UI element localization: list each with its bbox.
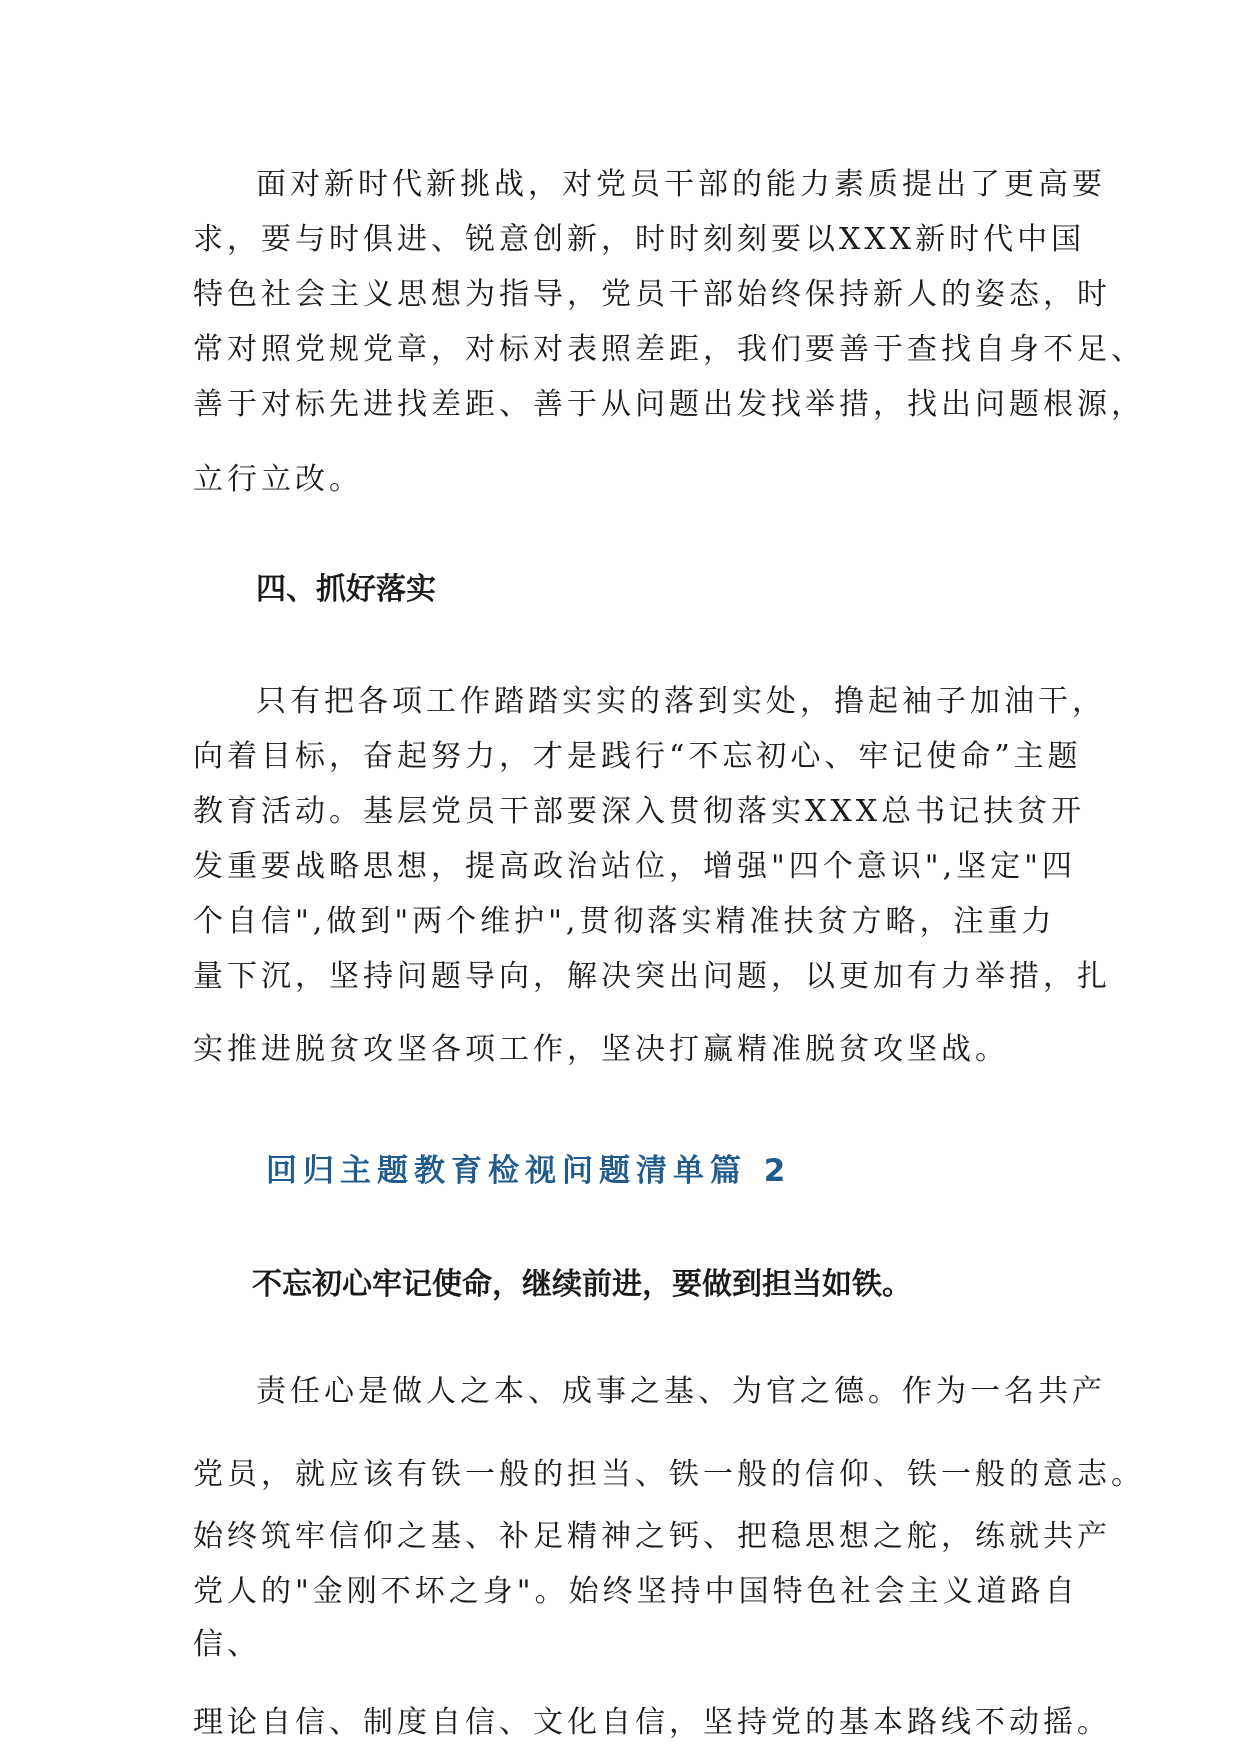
paragraph-line: 党员，就应该有铁一般的担当、铁一般的信仰、铁一般的意志。 bbox=[193, 1457, 1145, 1492]
paragraph-line: 常对照党规党章，对标对表照差距，我们要善于查找自身不足、 bbox=[193, 332, 1145, 367]
paragraph-line: 向着目标，奋起努力，才是践行“不忘初心、牢记使命”主题 bbox=[193, 739, 1082, 774]
paragraph-line: 始终筑牢信仰之基、补足精神之钙、把稳思想之舵，练就共产 bbox=[193, 1519, 1111, 1554]
section-heading: 四、抓好落实 bbox=[256, 572, 436, 607]
paragraph-line: 量下沉，坚持问题导向，解决突出问题，以更加有力举措，扎 bbox=[193, 959, 1111, 994]
paragraph-line: 求，要与时俱进、锐意创新，时时刻刻要以XXX新时代中国 bbox=[193, 222, 1086, 257]
paragraph-line: 特色社会主义思想为指导，党员干部始终保持新人的姿态，时 bbox=[193, 277, 1111, 312]
article-subheading: 不忘初心牢记使命，继续前进，要做到担当如铁。 bbox=[252, 1267, 912, 1302]
paragraph-line: 立行立改。 bbox=[193, 462, 363, 497]
paragraph-line: 实推进脱贫攻坚各项工作，坚决打赢精准脱贫攻坚战。 bbox=[193, 1032, 1009, 1067]
paragraph-line: 面对新时代新挑战，对党员干部的能力素质提出了更高要 bbox=[256, 167, 1106, 202]
paragraph-line: 发重要战略思想，提高政治站位，增强"四个意识",坚定"四 bbox=[193, 849, 1076, 884]
paragraph-line: 责任心是做人之本、成事之基、为官之德。作为一名共产 bbox=[256, 1374, 1106, 1409]
paragraph-line: 教育活动。基层党员干部要深入贯彻落实XXX总书记扶贫开 bbox=[193, 794, 1086, 829]
paragraph-line: 党人的"金刚不坏之身"。始终坚持中国特色社会主义道路自 bbox=[193, 1574, 1079, 1609]
paragraph-line: 理论自信、制度自信、文化自信，坚持党的基本路线不动摇。 bbox=[193, 1705, 1111, 1740]
paragraph-line: 只有把各项工作踏踏实实的落到实处，撸起袖子加油干， bbox=[256, 684, 1106, 719]
article-title: 回归主题教育检视问题清单篇 2 bbox=[266, 1153, 792, 1189]
paragraph-line: 个自信",做到"两个维护",贯彻落实精准扶贫方略，注重力 bbox=[193, 904, 1056, 939]
paragraph-line: 信、 bbox=[193, 1627, 261, 1662]
paragraph-line: 善于对标先进找差距、善于从问题出发找举措，找出问题根源， bbox=[193, 387, 1145, 422]
